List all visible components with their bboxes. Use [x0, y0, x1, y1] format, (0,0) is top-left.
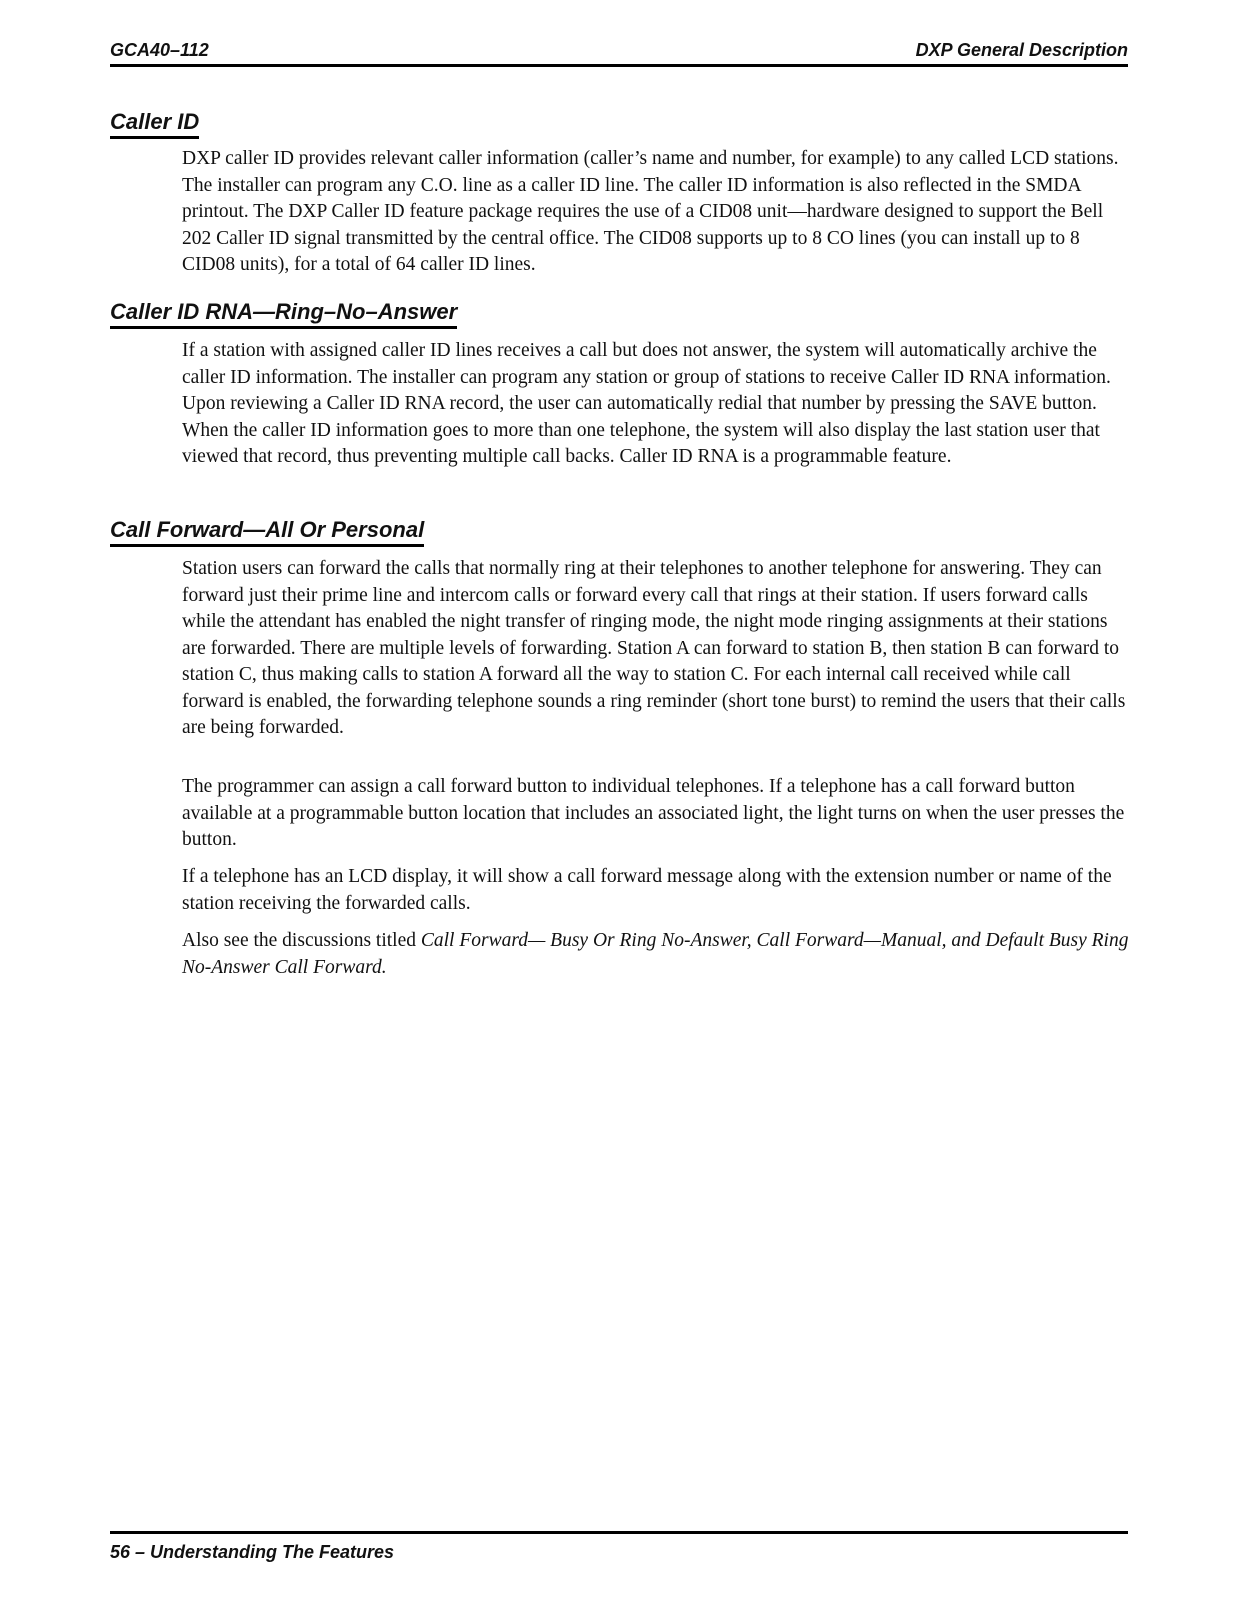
document-title: DXP General Description: [915, 40, 1128, 60]
section-heading-caller-id-rna: Caller ID RNA—Ring–No–Answer: [110, 298, 457, 329]
paragraph-call-forward-3: If a telephone has an LCD display, it will show a call forward message along with the extension number or name of the station receiving the forwarded calls.: [182, 866, 1112, 914]
section-heading-call-forward: Call Forward—All Or Personal: [110, 516, 424, 547]
footer-page-label: 56 – Understanding The Features: [110, 1542, 395, 1562]
see-also-prefix: Also see the discussions titled: [182, 930, 421, 951]
paragraph-caller-id-rna: If a station with assigned caller ID lines receives a call but does not answer, the system will automatically archive the caller ID information. The installer can program any station or group of stations to receive Caller ID RNA information. Upon reviewing a Caller ID RNA record, the user can automatically redial that number by pressing the SAVE button. When the caller ID information goes to more than one telephone, the system will also display the last station user that viewed that record, thus preventing multiple call backs. Caller ID RNA is a programmable feature.: [182, 340, 1111, 467]
document-number: GCA40–112: [110, 40, 209, 60]
see-also-titles: Call Forward— Busy Or Ring No-Answer, Call Forward—Manual, and Default Busy Ring No-Answer Call Forward.: [182, 930, 1129, 978]
paragraph-call-forward-2: The programmer can assign a call forward button to individual telephones. If a telephone has a call forward button available at a programmable button location that includes an associated light, the light turns on when the user presses the button.: [182, 776, 1125, 850]
paragraph-see-also: [182, 928, 1132, 981]
paragraph-call-forward-1: Station users can forward the calls that normally ring at their telephones to another telephone for answering. They can forward just their prime line and intercom calls or forward every call that rings at their station. If users forward calls while the attendant has enabled the night transfer of ringing mode, the night mode ringing assignments at their stations are forwarded. There are multiple levels of forwarding. Station A can forward to station B, then station B can forward to station C, thus making calls to station A forward all the way to station C. For each internal call received while call forward is enabled, the forwarding telephone sounds a ring reminder (short tone burst) to remind the users that their calls are being forwarded.: [182, 558, 1126, 738]
paragraph-caller-id: DXP caller ID provides relevant caller information (caller’s name and number, for example) to any called LCD stations. The installer can program any C.O. line as a caller ID line. The caller ID information is also reflected in the SMDA printout. The DXP Caller ID feature package requires the use of a CID08 unit—hardware designed to support the Bell 202 Caller ID signal transmitted by the central office. The CID08 supports up to 8 CO lines (you can install up to 8 CID08 units), for a total of 64 caller ID lines.: [182, 148, 1119, 275]
page-header: [110, 38, 1128, 67]
page-footer: [110, 1531, 1128, 1563]
section-heading-caller-id: Caller ID: [110, 108, 199, 139]
